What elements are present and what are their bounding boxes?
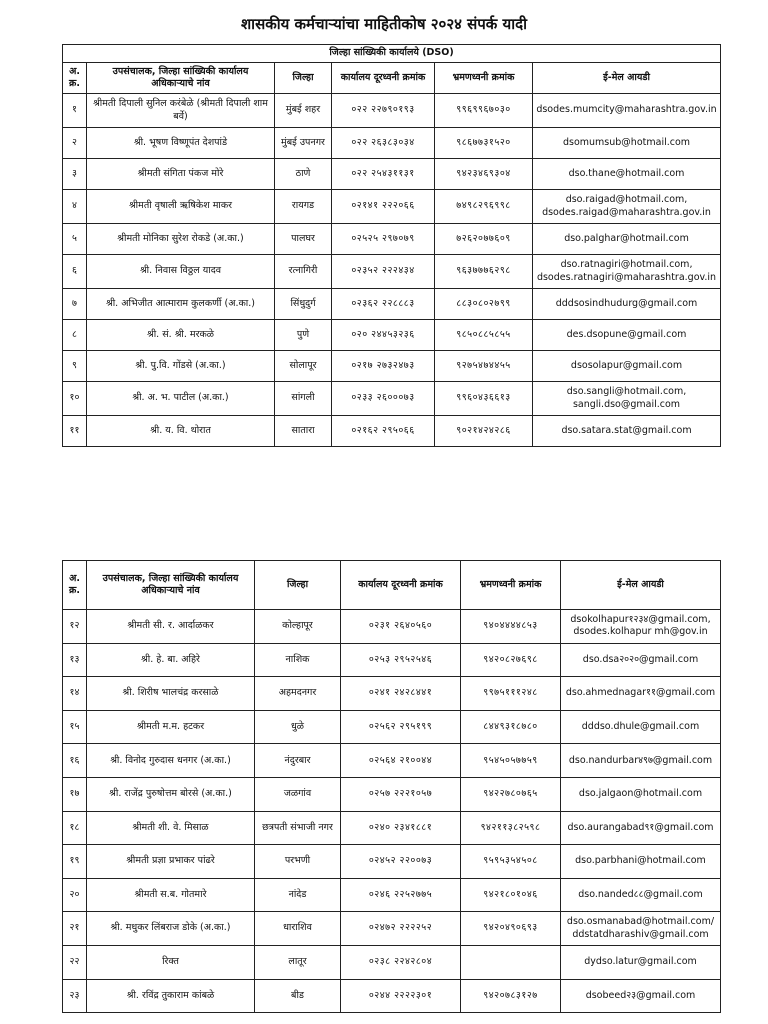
cell-district: सातारा	[275, 416, 332, 447]
cell-name: श्री. राजेंद्र पुरुषोत्तम बोरसे (अ.का.)	[87, 777, 255, 811]
cell-district: धाराशिव	[255, 912, 341, 946]
cell-mobile: ८८३०८०२७९९	[435, 289, 533, 320]
col-header-district: जिल्हा	[255, 561, 341, 610]
cell-sr: २२	[63, 945, 87, 979]
cell-sr: २	[63, 128, 87, 159]
table-row	[63, 744, 721, 778]
cell-office-phone: ०२२ २५४३११३१	[332, 159, 435, 190]
cell-name: श्रीमती स.ब. गोतमारे	[87, 878, 255, 912]
cell-mobile: ९४२२७८०७६५	[461, 777, 561, 811]
cell-mobile: ९६३७७७६२९८	[435, 255, 533, 289]
cell-email[interactable]: dsodes.mumcity@maharashtra.gov.in	[533, 94, 721, 128]
cell-district: सांगली	[275, 382, 332, 416]
cell-name: श्री. पु.वि. गोंडसे (अ.का.)	[87, 351, 275, 382]
col-header-sr: अ. क्र.	[63, 63, 87, 94]
cell-district: सोलापूर	[275, 351, 332, 382]
cell-mobile: ९४२३४६९३०४	[435, 159, 533, 190]
cell-sr: ७	[63, 289, 87, 320]
cell-district: कोल्हापूर	[255, 610, 341, 644]
cell-district: नाशिक	[255, 643, 341, 677]
cell-mobile: ९८६७७३१५२०	[435, 128, 533, 159]
cell-district: सिंधुदुर्ग	[275, 289, 332, 320]
cell-email[interactable]: dso.satara.stat@gmail.com	[533, 416, 721, 447]
cell-office-phone: ०२३३ २६०००७३	[332, 382, 435, 416]
cell-name: श्री. मधुकर लिंबराज डोके (अ.का.)	[87, 912, 255, 946]
table-row	[63, 255, 721, 289]
col-header-office-phone: कार्यालय दूरध्वनी क्रमांक	[341, 561, 461, 610]
table-row	[63, 945, 721, 979]
cell-office-phone: ०२२ २२७९०१९३	[332, 94, 435, 128]
cell-sr: ५	[63, 224, 87, 255]
cell-email[interactable]: dso.dsa२०२०@gmail.com	[561, 643, 721, 677]
cell-email[interactable]: dso.ahmednagar११@gmail.com	[561, 677, 721, 711]
table-row	[63, 351, 721, 382]
cell-email[interactable]: dso.aurangabad९१@gmail.com	[561, 811, 721, 845]
cell-sr: ८	[63, 320, 87, 351]
table-row	[63, 710, 721, 744]
cell-email[interactable]: dso.osmanabad@hotmail.com/ ddstatdharashiv@gmail.com	[561, 912, 721, 946]
table-row	[63, 159, 721, 190]
cell-email[interactable]: dso.jalgaon@hotmail.com	[561, 777, 721, 811]
table-row	[63, 94, 721, 128]
cell-email[interactable]: dydso.latur@gmail.com	[561, 945, 721, 979]
cell-mobile: ८४४९३१८७८०	[461, 710, 561, 744]
cell-office-phone: ०२५६४ २१००४४	[341, 744, 461, 778]
cell-sr: १२	[63, 610, 87, 644]
cell-office-phone: ०२३६२ २२८८८३	[332, 289, 435, 320]
cell-office-phone: ०२४४ २२२२३०१	[341, 979, 461, 1013]
table-caption: जिल्हा सांख्यिकी कार्यालये (DSO)	[63, 45, 721, 63]
cell-name: श्री. हे. बा. अहिरे	[87, 643, 255, 677]
cell-district: मुंबई उपनगर	[275, 128, 332, 159]
cell-sr: २०	[63, 878, 87, 912]
col-header-email: ई-मेल आयडी	[533, 63, 721, 94]
table-row	[63, 416, 721, 447]
cell-sr: ११	[63, 416, 87, 447]
cell-name: श्रीमती शी. वे. मिसाळ	[87, 811, 255, 845]
table-row	[63, 643, 721, 677]
cell-email[interactable]: dso.nandurbar४९७@gmail.com	[561, 744, 721, 778]
cell-office-phone: ०२४७२ २२२२५२	[341, 912, 461, 946]
cell-name: श्री. सं. श्री. मरकळे	[87, 320, 275, 351]
col-header-mobile: भ्रमणध्वनी क्रमांक	[435, 63, 533, 94]
cell-mobile: ७२६२०७७६०९	[435, 224, 533, 255]
cell-mobile: ९९६०४३६६१३	[435, 382, 533, 416]
cell-office-phone: ०२० २४४५३२३६	[332, 320, 435, 351]
cell-mobile: ९९७५१११२४८	[461, 677, 561, 711]
cell-name: रिक्त	[87, 945, 255, 979]
cell-email[interactable]: dso.thane@hotmail.com	[533, 159, 721, 190]
cell-office-phone: ०२१४१ २२२०६६	[332, 190, 435, 224]
cell-district: नंदुरबार	[255, 744, 341, 778]
cell-name: श्री. अभिजीत आत्माराम कुलकर्णी (अ.का.)	[87, 289, 275, 320]
cell-name: श्री. शिरीष भालचंद्र करसाळे	[87, 677, 255, 711]
cell-email[interactable]: dsobeed२३@gmail.com	[561, 979, 721, 1013]
cell-mobile: ९०२१४२४२८६	[435, 416, 533, 447]
table-row	[63, 224, 721, 255]
cell-mobile: ९८५०८८५८५५	[435, 320, 533, 351]
cell-name: श्रीमती दिपाली सुनिल करंबेळे (श्रीमती दिपाली शाम बर्वे)	[87, 94, 275, 128]
cell-district: परभणी	[255, 845, 341, 879]
cell-sr: १३	[63, 643, 87, 677]
cell-email[interactable]: dso.raigad@hotmail.com, dsodes.raigad@maharashtra.gov.in	[533, 190, 721, 224]
cell-office-phone: ०२५२५ २९७०७९	[332, 224, 435, 255]
cell-mobile: ९४२१८०१०४६	[461, 878, 561, 912]
cell-email[interactable]: dso.nanded८८@gmail.com	[561, 878, 721, 912]
cell-sr: १०	[63, 382, 87, 416]
dso-contact-table-2	[62, 560, 721, 1013]
cell-district: नांदेड	[255, 878, 341, 912]
cell-office-phone: ०२५६२ २९५१९९	[341, 710, 461, 744]
cell-sr: १९	[63, 845, 87, 879]
cell-mobile: ९२७५४७४४५५	[435, 351, 533, 382]
cell-office-phone: ०२५७ २२२१०५७	[341, 777, 461, 811]
cell-email[interactable]: des.dsopune@gmail.com	[533, 320, 721, 351]
cell-office-phone: ०२१७ २७३२४७३	[332, 351, 435, 382]
cell-name: श्रीमती वृषाली ऋषिकेश माकर	[87, 190, 275, 224]
cell-email[interactable]: dddso.dhule@gmail.com	[561, 710, 721, 744]
cell-sr: २१	[63, 912, 87, 946]
cell-district: रत्नागिरी	[275, 255, 332, 289]
page-title: शासकीय कर्मचाऱ्यांचा माहितीकोष २०२४ संपर्क यादी	[240, 15, 527, 33]
cell-mobile	[461, 945, 561, 979]
table-row	[63, 610, 721, 644]
cell-office-phone: ०२४० २३४१८८१	[341, 811, 461, 845]
cell-sr: १८	[63, 811, 87, 845]
cell-district: बीड	[255, 979, 341, 1013]
cell-sr: १६	[63, 744, 87, 778]
table-row	[63, 382, 721, 416]
table-row	[63, 878, 721, 912]
table-row	[63, 289, 721, 320]
cell-name: श्री. रविंद्र तुकाराम कांबळे	[87, 979, 255, 1013]
cell-district: लातूर	[255, 945, 341, 979]
table-row	[63, 777, 721, 811]
table-row	[63, 190, 721, 224]
col-header-sr: अ. क्र.	[63, 561, 87, 610]
cell-sr: ४	[63, 190, 87, 224]
cell-name: श्रीमती संगिता पंकज मोरे	[87, 159, 275, 190]
cell-name: श्री. अ. भ. पाटील (अ.का.)	[87, 382, 275, 416]
table-row	[63, 912, 721, 946]
cell-sr: ९	[63, 351, 87, 382]
cell-name: श्रीमती सी. र. आर्दाळकर	[87, 610, 255, 644]
cell-name: श्री. विनोद गुरुदास धनगर (अ.का.)	[87, 744, 255, 778]
cell-district: पुणे	[275, 320, 332, 351]
col-header-office-phone: कार्यालय दूरध्वनी क्रमांक	[332, 63, 435, 94]
cell-sr: २३	[63, 979, 87, 1013]
cell-office-phone: ०२२ २६३८३०३४	[332, 128, 435, 159]
cell-office-phone: ०२५३ २९५२५४६	[341, 643, 461, 677]
cell-district: जळगांव	[255, 777, 341, 811]
cell-name: श्री. निवास विठ्ठल यादव	[87, 255, 275, 289]
cell-email[interactable]: dddsosindhudurg@gmail.com	[533, 289, 721, 320]
cell-office-phone: ०२३१ २६४०५६०	[341, 610, 461, 644]
cell-email[interactable]: dsokolhapur१२३४@gmail.com, dsodes.kolhapur mh@gov.in	[561, 610, 721, 644]
cell-sr: १७	[63, 777, 87, 811]
cell-mobile: ९४२०४९०६९३	[461, 912, 561, 946]
cell-mobile: ९९६९९६७०३०	[435, 94, 533, 128]
cell-sr: ६	[63, 255, 87, 289]
cell-office-phone: ०२३८ २२४२८०४	[341, 945, 461, 979]
table-row	[63, 845, 721, 879]
cell-mobile: ९४२११३८२५९८	[461, 811, 561, 845]
cell-name: श्री. भूषण विष्णूपंत देशपांडे	[87, 128, 275, 159]
table-row	[63, 979, 721, 1013]
cell-email[interactable]: dso.parbhani@hotmail.com	[561, 845, 721, 879]
cell-sr: १	[63, 94, 87, 128]
cell-office-phone: ०२४१ २४२८४४१	[341, 677, 461, 711]
cell-name: श्रीमती म.म. हटकर	[87, 710, 255, 744]
cell-email[interactable]: dsosolapur@gmail.com	[533, 351, 721, 382]
cell-sr: १४	[63, 677, 87, 711]
cell-mobile: ९४२०८२७६९८	[461, 643, 561, 677]
cell-district: रायगड	[275, 190, 332, 224]
table-row	[63, 677, 721, 711]
cell-email[interactable]: dsomumsub@hotmail.com	[533, 128, 721, 159]
cell-sr: १५	[63, 710, 87, 744]
cell-mobile: ९५४५०५७७५९	[461, 744, 561, 778]
col-header-name: उपसंचालक, जिल्हा सांख्यिकी कार्यालय अधिकाऱ्याचे नांव	[87, 63, 275, 94]
cell-district: छत्रपती संभाजी नगर	[255, 811, 341, 845]
cell-name: श्री. य. वि. थोरात	[87, 416, 275, 447]
dso-contact-table-1	[62, 44, 721, 447]
cell-email[interactable]: dso.palghar@hotmail.com	[533, 224, 721, 255]
cell-mobile: ९५९५३५४५०८	[461, 845, 561, 879]
cell-district: पालघर	[275, 224, 332, 255]
cell-district: अहमदनगर	[255, 677, 341, 711]
cell-sr: ३	[63, 159, 87, 190]
col-header-email: ई-मेल आयडी	[561, 561, 721, 610]
cell-name: श्रीमती मोनिका सुरेश रोकडे (अ.का.)	[87, 224, 275, 255]
cell-district: मुंबई शहर	[275, 94, 332, 128]
cell-office-phone: ०२४६ २२५२७७५	[341, 878, 461, 912]
cell-mobile: ९४२०७८३१२७	[461, 979, 561, 1013]
cell-email[interactable]: dso.sangli@hotmail.com, sangli.dso@gmail.com	[533, 382, 721, 416]
cell-mobile: ९४०४४४४८५३	[461, 610, 561, 644]
col-header-mobile: भ्रमणध्वनी क्रमांक	[461, 561, 561, 610]
table-row	[63, 128, 721, 159]
cell-mobile: ७४९८२९६९९८	[435, 190, 533, 224]
table-row	[63, 320, 721, 351]
table-row	[63, 811, 721, 845]
cell-office-phone: ०२३५२ २२२४३४	[332, 255, 435, 289]
cell-email[interactable]: dso.ratnagiri@hotmail.com, dsodes.ratnagiri@maharashtra.gov.in	[533, 255, 721, 289]
cell-name: श्रीमती प्रज्ञा प्रभाकर पांढरे	[87, 845, 255, 879]
cell-district: धुळे	[255, 710, 341, 744]
col-header-name: उपसंचालक, जिल्हा सांख्यिकी कार्यालय अधिकाऱ्याचे नांव	[87, 561, 255, 610]
cell-district: ठाणे	[275, 159, 332, 190]
col-header-district: जिल्हा	[275, 63, 332, 94]
cell-office-phone: ०२४५२ २२००७३	[341, 845, 461, 879]
cell-office-phone: ०२१६२ २९५०६६	[332, 416, 435, 447]
